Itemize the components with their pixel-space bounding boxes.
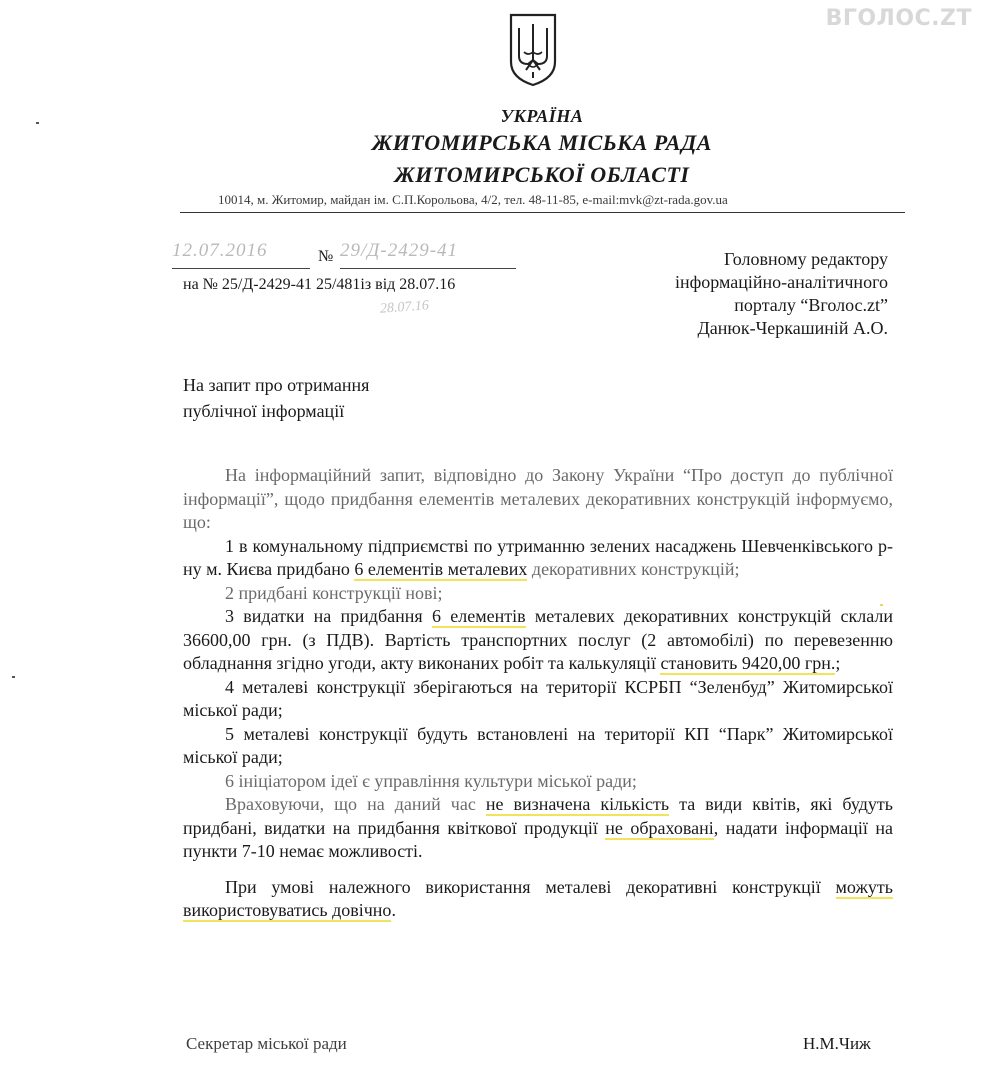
letter-body	[183, 464, 893, 923]
item-3-text-end: ;	[835, 653, 841, 673]
addressee-line: порталу “Вголос.zt”	[734, 295, 888, 315]
item-3-text: 3 видатки на придбання	[225, 606, 432, 626]
outgoing-number: 29/Д-2429-41	[340, 240, 459, 261]
item-3-text-mid: металевих декоративних конструкцій склали 36600,00 грн. (з ПДВ). Вартість транспортних послуг (2 автомобілі) по перевезенню обладнання згідно угоди, акту виконаних робіт та калькуляції	[183, 606, 894, 673]
region-heading: ЖИТОМИРСЬКОЇ ОБЛАСТІ	[394, 162, 690, 187]
final-text: При умові належного використання металеві декоративні конструкції	[225, 876, 836, 897]
coat-of-arms-icon	[508, 12, 558, 88]
item-1-text: 1 в комунальному підприємстві по утриманню зелених насаджень Шевченківського р-ну м. Києва придбано	[183, 535, 893, 579]
highlighted-text: 6 елементів	[431, 606, 526, 626]
scan-speck	[12, 676, 15, 678]
highlighted-text: не обраховані	[605, 817, 714, 838]
addressee-line: інформаційно-аналітичного	[674, 272, 888, 292]
subject-line: На запит про отримання	[183, 375, 370, 395]
item-4: 4 металеві конструкції зберігаються на території КСРБП “Зеленбуд” Житомирської міської ради;	[183, 676, 893, 720]
item-1-text-end: декоративних конструкцій;	[527, 559, 740, 579]
item-3	[183, 605, 893, 676]
header-divider	[180, 212, 905, 213]
council-address: 10014, м. Житомир, майдан ім. С.П.Корольова, 4/2, тел. 48-11-85, e-mail:mvk@zt-rada.gov.ua	[218, 192, 728, 207]
item-7	[183, 793, 893, 864]
addressee-line: Головному редактору	[723, 249, 888, 269]
highlighted-text: 6 елементів металевих	[354, 559, 528, 579]
item-7-text: Враховуючи, що на даний час	[225, 794, 486, 814]
signatory-name: Н.М.Чиж	[803, 1034, 871, 1053]
highlighted-text: не визначена кількість	[485, 794, 670, 814]
subject-block	[183, 372, 369, 424]
item-1	[183, 535, 893, 582]
outgoing-date: 12.07.2016	[172, 240, 268, 261]
item-7-text-end: , надати інформації на пункти 7-10 немає можливості.	[183, 817, 894, 861]
scan-speck	[880, 604, 883, 606]
final-text-end: .	[391, 900, 396, 920]
highlighted-text: можуть використовуватись довічно	[183, 876, 893, 920]
item-7-text-mid: та види квітів, які будуть придбані, видатки на придбання квіткової продукції	[183, 794, 893, 838]
final-paragraph	[183, 876, 893, 923]
watermark-logo: ВГОЛОС.ZT	[825, 6, 972, 31]
item-2: 2 придбані конструкції нові;	[225, 582, 443, 603]
number-underline	[340, 268, 516, 269]
council-heading: ЖИТОМИРСЬКА МІСЬКА РАДА	[372, 130, 712, 155]
intro-paragraph: На інформаційний запит, відповідно до Закону України “Про доступ до публічної інформації”, щодо придбання елементів металевих декоративних конструкцій інформуємо, що:	[183, 465, 893, 532]
signatory-role: Секретар міської ради	[186, 1034, 347, 1053]
item-5: 5 металеві конструкції будуть встановлені на території КП “Парк” Житомирської міської ради;	[183, 723, 893, 767]
registration-stamp: 28.07.16	[379, 298, 430, 317]
date-underline	[172, 268, 310, 269]
addressee-line: Данюк-Черкашиній А.О.	[697, 318, 888, 338]
outgoing-number-label: №	[318, 248, 334, 265]
country-heading: УКРАЇНА	[500, 106, 584, 126]
item-6: 6 ініціатором ідеї є управління культури міської ради;	[225, 770, 637, 791]
subject-line: публічної інформації	[183, 401, 345, 421]
scan-speck	[36, 122, 39, 124]
addressee-block	[600, 248, 888, 340]
reply-reference: на № 25/Д-2429-41 25/481із від 28.07.16	[183, 276, 456, 293]
highlighted-text: становить 9420,00 грн.	[660, 653, 836, 673]
